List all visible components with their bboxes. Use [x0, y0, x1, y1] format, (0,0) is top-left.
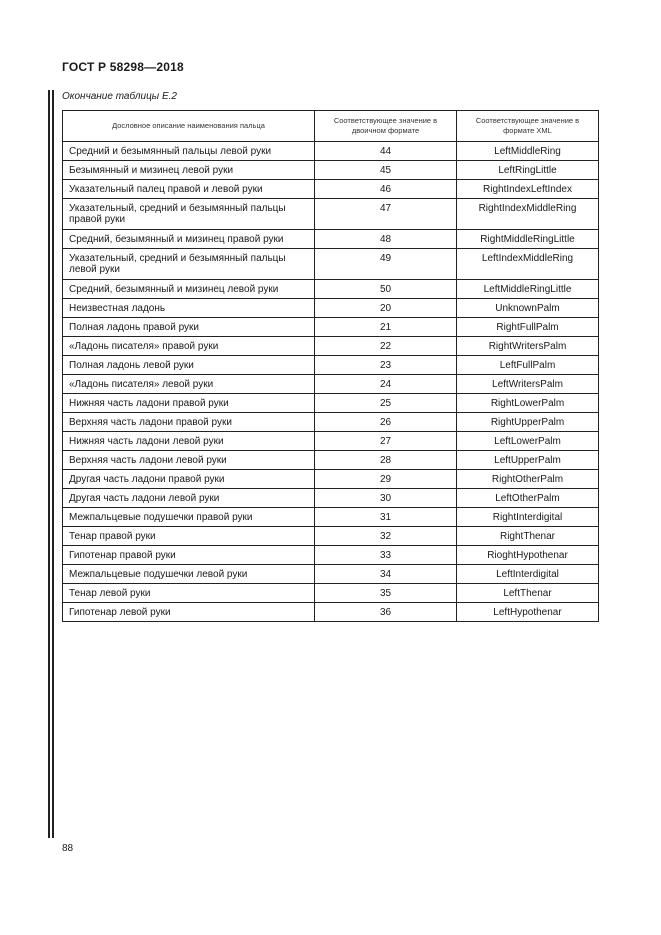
table-row	[63, 508, 599, 527]
table-row	[63, 280, 599, 299]
xml-value-cell: LeftThenar	[457, 584, 599, 603]
binary-value-cell: 49	[315, 249, 457, 280]
binary-value-cell: 46	[315, 180, 457, 199]
description-cell: Безымянный и мизинец левой руки	[63, 161, 315, 180]
xml-value-cell: RightIndexMiddleRing	[457, 199, 599, 230]
table-row	[63, 318, 599, 337]
description-cell: Верхняя часть ладони правой руки	[63, 413, 315, 432]
xml-value-cell: RightFullPalm	[457, 318, 599, 337]
description-cell: Средний и безымянный пальцы левой руки	[63, 142, 315, 161]
table-row	[63, 527, 599, 546]
description-cell: Верхняя часть ладони левой руки	[63, 451, 315, 470]
description-cell: Полная ладонь правой руки	[63, 318, 315, 337]
xml-value-cell: UnknownPalm	[457, 299, 599, 318]
description-cell: «Ладонь писателя» левой руки	[63, 375, 315, 394]
xml-value-cell: RightOtherPalm	[457, 470, 599, 489]
xml-value-cell: RightMiddleRingLittle	[457, 230, 599, 249]
xml-value-cell: RioghtHypothenar	[457, 546, 599, 565]
description-cell: Нижняя часть ладони правой руки	[63, 394, 315, 413]
column-header-description: Дословное описание наименования пальца	[63, 111, 315, 142]
table-row	[63, 546, 599, 565]
xml-value-cell: RightLowerPalm	[457, 394, 599, 413]
table-row	[63, 489, 599, 508]
binary-value-cell: 32	[315, 527, 457, 546]
xml-value-cell: LeftMiddleRing	[457, 142, 599, 161]
description-cell: Указательный, средний и безымянный пальцы левой руки	[63, 249, 315, 280]
xml-value-cell: LeftRingLittle	[457, 161, 599, 180]
xml-value-cell: LeftUpperPalm	[457, 451, 599, 470]
description-cell: Гипотенар правой руки	[63, 546, 315, 565]
binary-value-cell: 33	[315, 546, 457, 565]
description-cell: Другая часть ладони левой руки	[63, 489, 315, 508]
binary-value-cell: 47	[315, 199, 457, 230]
table-row	[63, 249, 599, 280]
binary-value-cell: 50	[315, 280, 457, 299]
xml-value-cell: RightInterdigital	[457, 508, 599, 527]
description-cell: Указательный, средний и безымянный пальцы правой руки	[63, 199, 315, 230]
description-cell: Указательный палец правой и левой руки	[63, 180, 315, 199]
table-row	[63, 356, 599, 375]
table-row	[63, 142, 599, 161]
description-cell: Средний, безымянный и мизинец левой руки	[63, 280, 315, 299]
binary-value-cell: 29	[315, 470, 457, 489]
table-row	[63, 394, 599, 413]
binary-value-cell: 21	[315, 318, 457, 337]
xml-value-cell: LeftHypothenar	[457, 603, 599, 622]
finger-codes-table	[62, 110, 599, 622]
table-row	[63, 199, 599, 230]
xml-value-cell: RightThenar	[457, 527, 599, 546]
binary-value-cell: 31	[315, 508, 457, 527]
binary-value-cell: 34	[315, 565, 457, 584]
description-cell: Средний, безымянный и мизинец правой руки	[63, 230, 315, 249]
binary-value-cell: 23	[315, 356, 457, 375]
table-row	[63, 180, 599, 199]
binary-value-cell: 35	[315, 584, 457, 603]
binary-value-cell: 26	[315, 413, 457, 432]
binary-value-cell: 27	[315, 432, 457, 451]
binary-value-cell: 24	[315, 375, 457, 394]
table-header-row	[63, 111, 599, 142]
table-row	[63, 413, 599, 432]
revision-bar	[48, 90, 54, 838]
xml-value-cell: LeftFullPalm	[457, 356, 599, 375]
xml-value-cell: LeftMiddleRingLittle	[457, 280, 599, 299]
xml-value-cell: RightWritersPalm	[457, 337, 599, 356]
table-row	[63, 584, 599, 603]
binary-value-cell: 20	[315, 299, 457, 318]
column-header-binary: Соответствующее значение в двоичном формате	[315, 111, 457, 142]
table-row	[63, 451, 599, 470]
table-row	[63, 432, 599, 451]
description-cell: Гипотенар левой руки	[63, 603, 315, 622]
column-header-xml: Соответствующее значение в формате XML	[457, 111, 599, 142]
description-cell: Тенар левой руки	[63, 584, 315, 603]
description-cell: Полная ладонь левой руки	[63, 356, 315, 375]
document-header: ГОСТ Р 58298—2018	[62, 60, 184, 74]
binary-value-cell: 25	[315, 394, 457, 413]
description-cell: Другая часть ладони правой руки	[63, 470, 315, 489]
binary-value-cell: 44	[315, 142, 457, 161]
xml-value-cell: RightUpperPalm	[457, 413, 599, 432]
xml-value-cell: RightIndexLeftIndex	[457, 180, 599, 199]
table-row	[63, 375, 599, 394]
table-row	[63, 337, 599, 356]
page-number: 88	[62, 843, 74, 854]
binary-value-cell: 36	[315, 603, 457, 622]
binary-value-cell: 28	[315, 451, 457, 470]
binary-value-cell: 22	[315, 337, 457, 356]
description-cell: Тенар правой руки	[63, 527, 315, 546]
xml-value-cell: LeftOtherPalm	[457, 489, 599, 508]
table-caption: Окончание таблицы Е.2	[62, 91, 177, 102]
description-cell: Межпальцевые подушечки правой руки	[63, 508, 315, 527]
binary-value-cell: 30	[315, 489, 457, 508]
xml-value-cell: LeftLowerPalm	[457, 432, 599, 451]
table-row	[63, 470, 599, 489]
description-cell: Межпальцевые подушечки левой руки	[63, 565, 315, 584]
table-row	[63, 603, 599, 622]
description-cell: Нижняя часть ладони левой руки	[63, 432, 315, 451]
binary-value-cell: 48	[315, 230, 457, 249]
binary-value-cell: 45	[315, 161, 457, 180]
table-row	[63, 565, 599, 584]
description-cell: «Ладонь писателя» правой руки	[63, 337, 315, 356]
table-row	[63, 161, 599, 180]
table-row	[63, 299, 599, 318]
xml-value-cell: LeftIndexMiddleRing	[457, 249, 599, 280]
table-row	[63, 230, 599, 249]
xml-value-cell: LeftInterdigital	[457, 565, 599, 584]
xml-value-cell: LeftWritersPalm	[457, 375, 599, 394]
description-cell: Неизвестная ладонь	[63, 299, 315, 318]
